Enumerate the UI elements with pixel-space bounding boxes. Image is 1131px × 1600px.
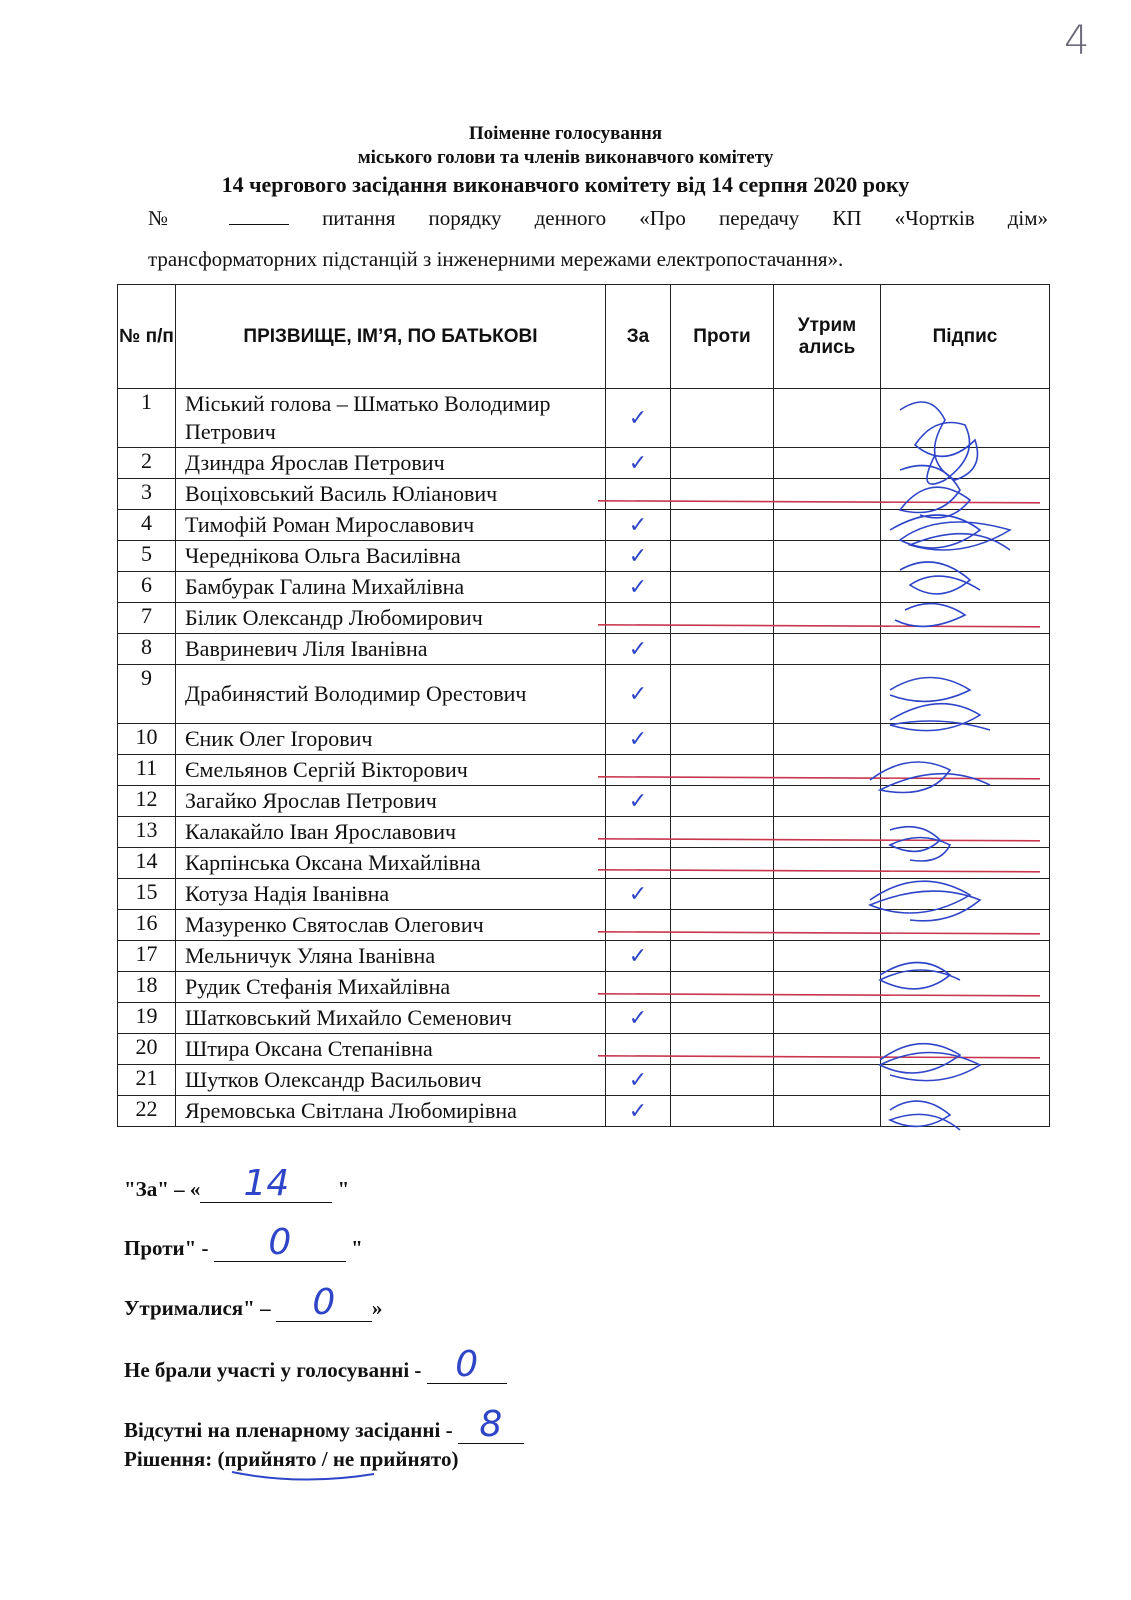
row-signature — [881, 972, 1050, 1003]
row-vote-against — [671, 389, 774, 448]
row-number: 4 — [118, 510, 176, 541]
row-number: 3 — [118, 479, 176, 510]
row-name: Карпінська Оксана Михайлівна — [176, 848, 606, 879]
row-number: 13 — [118, 817, 176, 848]
row-vote-against — [671, 1065, 774, 1096]
row-vote-for — [606, 972, 671, 1003]
result-against-close: " — [345, 1236, 363, 1260]
row-vote-against — [671, 479, 774, 510]
result-not-voted-label: Не брали участі у голосуванні - — [124, 1358, 427, 1382]
row-vote-against — [671, 1034, 774, 1065]
row-vote-for: ✓ — [606, 1003, 671, 1034]
row-vote-for: ✓ — [606, 786, 671, 817]
row-number: 12 — [118, 786, 176, 817]
row-name: Шатковський Михайло Семенович — [176, 1003, 606, 1034]
result-against-blank — [214, 1222, 346, 1263]
table-row — [118, 389, 1050, 448]
row-signature — [881, 665, 1050, 724]
row-vote-against — [671, 755, 774, 786]
table-row — [118, 786, 1050, 817]
row-vote-for: ✓ — [606, 448, 671, 479]
row-vote-for — [606, 755, 671, 786]
row-signature — [881, 572, 1050, 603]
result-abstained-label: Утрималися" – — [124, 1296, 276, 1320]
header-against: Проти — [671, 285, 774, 389]
page-number: 4 — [1064, 18, 1090, 64]
result-for-label: "За" – « — [124, 1177, 201, 1201]
row-name: Бамбурак Галина Михайлівна — [176, 572, 606, 603]
agenda-number-prefix: № — [148, 206, 196, 230]
row-vote-for: ✓ — [606, 572, 671, 603]
row-vote-against — [671, 510, 774, 541]
row-vote-abstained — [774, 1003, 881, 1034]
decision-underline — [232, 1472, 374, 1480]
row-vote-against — [671, 665, 774, 724]
row-name: Тимофій Роман Мирославович — [176, 510, 606, 541]
row-vote-abstained — [774, 448, 881, 479]
result-abstained-value: 0 — [312, 1282, 336, 1323]
row-vote-abstained — [774, 479, 881, 510]
row-signature — [881, 634, 1050, 665]
row-signature — [881, 1003, 1050, 1034]
row-number: 20 — [118, 1034, 176, 1065]
row-vote-abstained — [774, 572, 881, 603]
result-abstained — [124, 1282, 383, 1323]
header-signature: Підпис — [881, 285, 1050, 389]
table-row — [118, 910, 1050, 941]
result-for-close: " — [332, 1177, 350, 1201]
row-vote-against — [671, 879, 774, 910]
row-vote-for — [606, 910, 671, 941]
row-vote-for: ✓ — [606, 541, 671, 572]
table-row — [118, 479, 1050, 510]
row-vote-abstained — [774, 1034, 881, 1065]
row-vote-abstained — [774, 510, 881, 541]
result-for-blank — [200, 1163, 332, 1204]
row-name: Шутков Олександр Васильович — [176, 1065, 606, 1096]
row-name: Калакайло Іван Ярославович — [176, 817, 606, 848]
row-number: 10 — [118, 724, 176, 755]
row-vote-for — [606, 1034, 671, 1065]
row-vote-for: ✓ — [606, 941, 671, 972]
row-vote-against — [671, 1003, 774, 1034]
row-number: 14 — [118, 848, 176, 879]
row-signature — [881, 755, 1050, 786]
row-vote-abstained — [774, 817, 881, 848]
row-number: 2 — [118, 448, 176, 479]
row-vote-for: ✓ — [606, 389, 671, 448]
row-number: 7 — [118, 603, 176, 634]
row-number: 1 — [118, 389, 176, 448]
agenda-text-line2: трансформаторних підстанцій з інженерними мережами електропостачання». — [148, 247, 844, 271]
row-name: Загайко Ярослав Петрович — [176, 786, 606, 817]
row-number: 15 — [118, 879, 176, 910]
row-number: 22 — [118, 1096, 176, 1127]
row-signature — [881, 786, 1050, 817]
row-vote-against — [671, 603, 774, 634]
row-number: 16 — [118, 910, 176, 941]
result-absent-blank — [458, 1404, 524, 1445]
row-name: Єник Олег Ігорович — [176, 724, 606, 755]
row-number: 17 — [118, 941, 176, 972]
result-not-voted — [124, 1344, 507, 1385]
row-signature — [881, 448, 1050, 479]
row-vote-abstained — [774, 972, 881, 1003]
row-name: Яремовська Світлана Любомирівна — [176, 1096, 606, 1127]
table-row — [118, 665, 1050, 724]
header-num: № п/п — [118, 285, 176, 389]
row-number: 21 — [118, 1065, 176, 1096]
agenda-number-blank — [229, 208, 289, 225]
row-signature — [881, 603, 1050, 634]
row-signature — [881, 941, 1050, 972]
row-name: Міський голова – Шматько Володимир Петрович — [176, 389, 606, 448]
table-row — [118, 634, 1050, 665]
result-abstained-close: » — [371, 1296, 383, 1320]
table-row — [118, 510, 1050, 541]
row-vote-abstained — [774, 755, 881, 786]
vote-table — [117, 284, 1050, 1127]
row-vote-against — [671, 941, 774, 972]
row-vote-abstained — [774, 1065, 881, 1096]
row-signature — [881, 910, 1050, 941]
row-name: Дзиндра Ярослав Петрович — [176, 448, 606, 479]
row-name: Вавриневич Ліля Іванівна — [176, 634, 606, 665]
row-vote-against — [671, 817, 774, 848]
result-absent-value: 8 — [479, 1404, 503, 1445]
row-vote-abstained — [774, 910, 881, 941]
row-vote-against — [671, 786, 774, 817]
row-vote-abstained — [774, 941, 881, 972]
header-name: ПРІЗВИЩЕ, ІМ’Я, ПО БАТЬКОВІ — [176, 285, 606, 389]
row-vote-for: ✓ — [606, 665, 671, 724]
row-vote-for — [606, 603, 671, 634]
document-title: Поіменне голосування — [468, 123, 663, 144]
row-signature — [881, 1096, 1050, 1127]
result-for — [124, 1163, 350, 1204]
table-row — [118, 603, 1050, 634]
row-vote-against — [671, 572, 774, 603]
document-subtitle: міського голови та членів виконавчого комітету — [357, 147, 774, 168]
row-name: Мельничук Уляна Іванівна — [176, 941, 606, 972]
row-number: 5 — [118, 541, 176, 572]
row-vote-abstained — [774, 1096, 881, 1127]
row-vote-for: ✓ — [606, 634, 671, 665]
table-row — [118, 972, 1050, 1003]
row-name: Мазуренко Святослав Олегович — [176, 910, 606, 941]
table-row — [118, 448, 1050, 479]
result-not-voted-value: 0 — [455, 1344, 479, 1385]
table-row — [118, 941, 1050, 972]
agenda-text-line1: питання порядку денного «Про передачу КП «Чортків дім» — [322, 206, 1049, 230]
header-for: За — [606, 285, 671, 389]
result-abstained-blank — [276, 1282, 372, 1323]
row-signature — [881, 1034, 1050, 1065]
row-number: 11 — [118, 755, 176, 786]
row-vote-abstained — [774, 879, 881, 910]
header-abstained: Утрим ались — [774, 285, 881, 389]
table-row — [118, 1003, 1050, 1034]
table-row — [118, 848, 1050, 879]
result-absent — [124, 1404, 524, 1445]
row-signature — [881, 389, 1050, 448]
row-name: Череднікова Ольга Василівна — [176, 541, 606, 572]
result-not-voted-blank — [427, 1344, 507, 1385]
row-vote-against — [671, 448, 774, 479]
row-name: Білик Олександр Любомирович — [176, 603, 606, 634]
row-vote-against — [671, 541, 774, 572]
table-row — [118, 572, 1050, 603]
row-vote-abstained — [774, 786, 881, 817]
row-signature — [881, 541, 1050, 572]
row-vote-abstained — [774, 634, 881, 665]
table-row — [118, 755, 1050, 786]
row-vote-abstained — [774, 724, 881, 755]
row-signature — [881, 1065, 1050, 1096]
row-name: Воціховський Василь Юліанович — [176, 479, 606, 510]
row-number: 19 — [118, 1003, 176, 1034]
row-vote-for — [606, 848, 671, 879]
row-name: Рудик Стефанія Михайлівна — [176, 972, 606, 1003]
table-row — [118, 541, 1050, 572]
result-for-value: 14 — [243, 1163, 290, 1204]
row-vote-against — [671, 634, 774, 665]
row-name: Котуза Надія Іванівна — [176, 879, 606, 910]
row-number: 6 — [118, 572, 176, 603]
decision-line: Рішення: (прийнято / не прийнято) — [124, 1447, 459, 1471]
row-number: 8 — [118, 634, 176, 665]
row-vote-against — [671, 972, 774, 1003]
row-name: Штира Оксана Степанівна — [176, 1034, 606, 1065]
row-vote-for: ✓ — [606, 1065, 671, 1096]
result-against-value: 0 — [268, 1222, 292, 1263]
row-vote-for: ✓ — [606, 879, 671, 910]
row-vote-abstained — [774, 603, 881, 634]
meeting-line: 14 чергового засідання виконавчого комітету від 14 серпня 2020 року — [221, 172, 910, 197]
row-vote-abstained — [774, 665, 881, 724]
result-against-label: Проти" - — [124, 1236, 214, 1260]
row-vote-for: ✓ — [606, 724, 671, 755]
row-signature — [881, 724, 1050, 755]
row-signature — [881, 479, 1050, 510]
agenda-item — [148, 205, 1048, 232]
row-vote-for: ✓ — [606, 510, 671, 541]
row-vote-abstained — [774, 848, 881, 879]
row-signature — [881, 510, 1050, 541]
table-row — [118, 1096, 1050, 1127]
table-row — [118, 1034, 1050, 1065]
table-row — [118, 724, 1050, 755]
result-against — [124, 1222, 363, 1263]
row-signature — [881, 848, 1050, 879]
row-vote-against — [671, 910, 774, 941]
result-absent-label: Відсутні на пленарному засіданні - — [124, 1418, 458, 1442]
table-row — [118, 817, 1050, 848]
row-vote-abstained — [774, 541, 881, 572]
row-vote-for — [606, 817, 671, 848]
row-name: Ємельянов Сергій Вікторович — [176, 755, 606, 786]
row-number: 9 — [118, 665, 176, 724]
row-number: 18 — [118, 972, 176, 1003]
row-signature — [881, 817, 1050, 848]
row-vote-against — [671, 848, 774, 879]
row-vote-for: ✓ — [606, 1096, 671, 1127]
row-vote-for — [606, 479, 671, 510]
row-signature — [881, 879, 1050, 910]
row-vote-against — [671, 724, 774, 755]
row-name: Драбинястий Володимир Орестович — [176, 665, 606, 724]
table-row — [118, 879, 1050, 910]
table-row — [118, 1065, 1050, 1096]
row-vote-against — [671, 1096, 774, 1127]
row-vote-abstained — [774, 389, 881, 448]
